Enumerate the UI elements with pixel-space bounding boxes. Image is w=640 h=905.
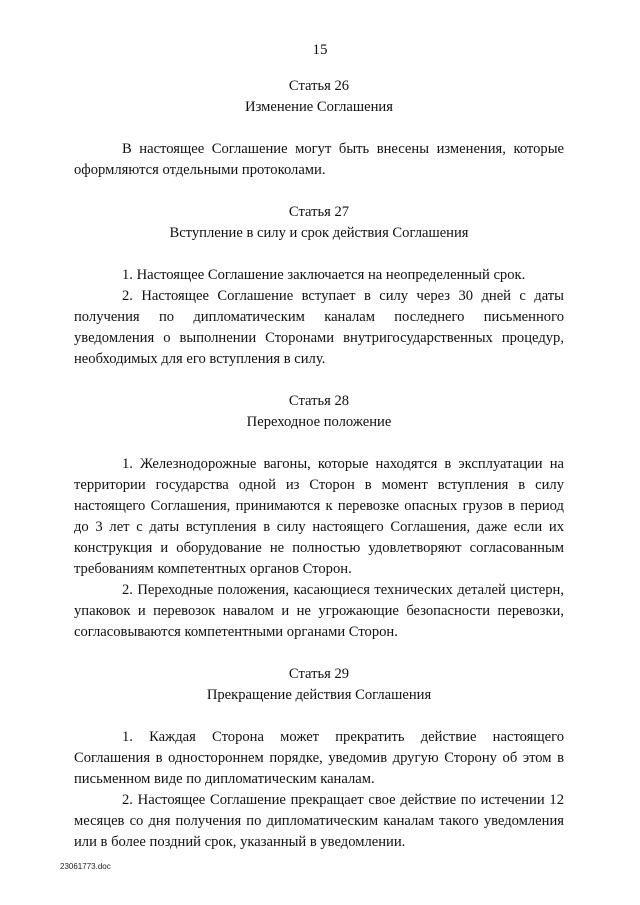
article-paragraph: 2. Настоящее Соглашение вступает в силу через 30 дней с даты получения по дипломатическим каналам последнего письменного уведомления о выполнении Сторонами внутригосударственных процедур, необходимых для его вступления в силу. bbox=[74, 288, 564, 367]
article-title: Прекращение действия Соглашения bbox=[206, 687, 432, 703]
article-title: Изменение Соглашения bbox=[245, 99, 393, 115]
article-number: Статья 29 bbox=[288, 666, 350, 682]
footer-filename: 23061773.doc bbox=[60, 862, 111, 871]
article-number: Статья 26 bbox=[288, 78, 350, 94]
article-27 bbox=[74, 202, 564, 370]
article-paragraph: 1. Каждая Сторона может прекратить действие настоящего Соглашения в одностороннем порядке, уведомив другую Сторону об этом в письменном виде по дипломатическим каналам. bbox=[74, 729, 564, 787]
document-body bbox=[74, 76, 564, 874]
page-number: 15 bbox=[312, 42, 328, 58]
article-title: Вступление в силу и срок действия Соглашения bbox=[169, 225, 469, 241]
article-paragraph: В настоящее Соглашение могут быть внесены изменения, которые оформляются отдельными протоколами. bbox=[74, 141, 564, 178]
article-paragraph: 2. Настоящее Соглашение прекращает свое действие по истечении 12 месяцев со дня получения по дипломатическим каналам такого уведомления или в более поздний срок, указанный в уведомлении. bbox=[74, 792, 564, 850]
article-paragraph: 2. Переходные положения, касающиеся технических деталей цистерн, упаковок и перевозок навалом и не угрожающие безопасности перевозки, согласовываются компетентными органами Сторон. bbox=[74, 582, 564, 640]
article-title: Переходное положение bbox=[246, 414, 392, 430]
article-paragraph: 1. Настоящее Соглашение заключается на неопределенный срок. bbox=[122, 267, 526, 283]
article-28 bbox=[74, 391, 564, 643]
article-number: Статья 28 bbox=[288, 393, 350, 409]
article-26 bbox=[74, 76, 564, 181]
article-number: Статья 27 bbox=[288, 204, 350, 220]
article-29 bbox=[74, 664, 564, 853]
article-paragraph: 1. Железнодорожные вагоны, которые находятся в эксплуатации на территории государства одной из Сторон в момент вступления в силу настоящего Соглашения, принимаются к перевозке опасных грузов в период до 3 лет с даты вступления в силу настоящего Соглашения, даже если их конструкция и оборудование не полностью удовлетворяют согласованным требованиям компетентных органов Сторон. bbox=[74, 456, 564, 577]
